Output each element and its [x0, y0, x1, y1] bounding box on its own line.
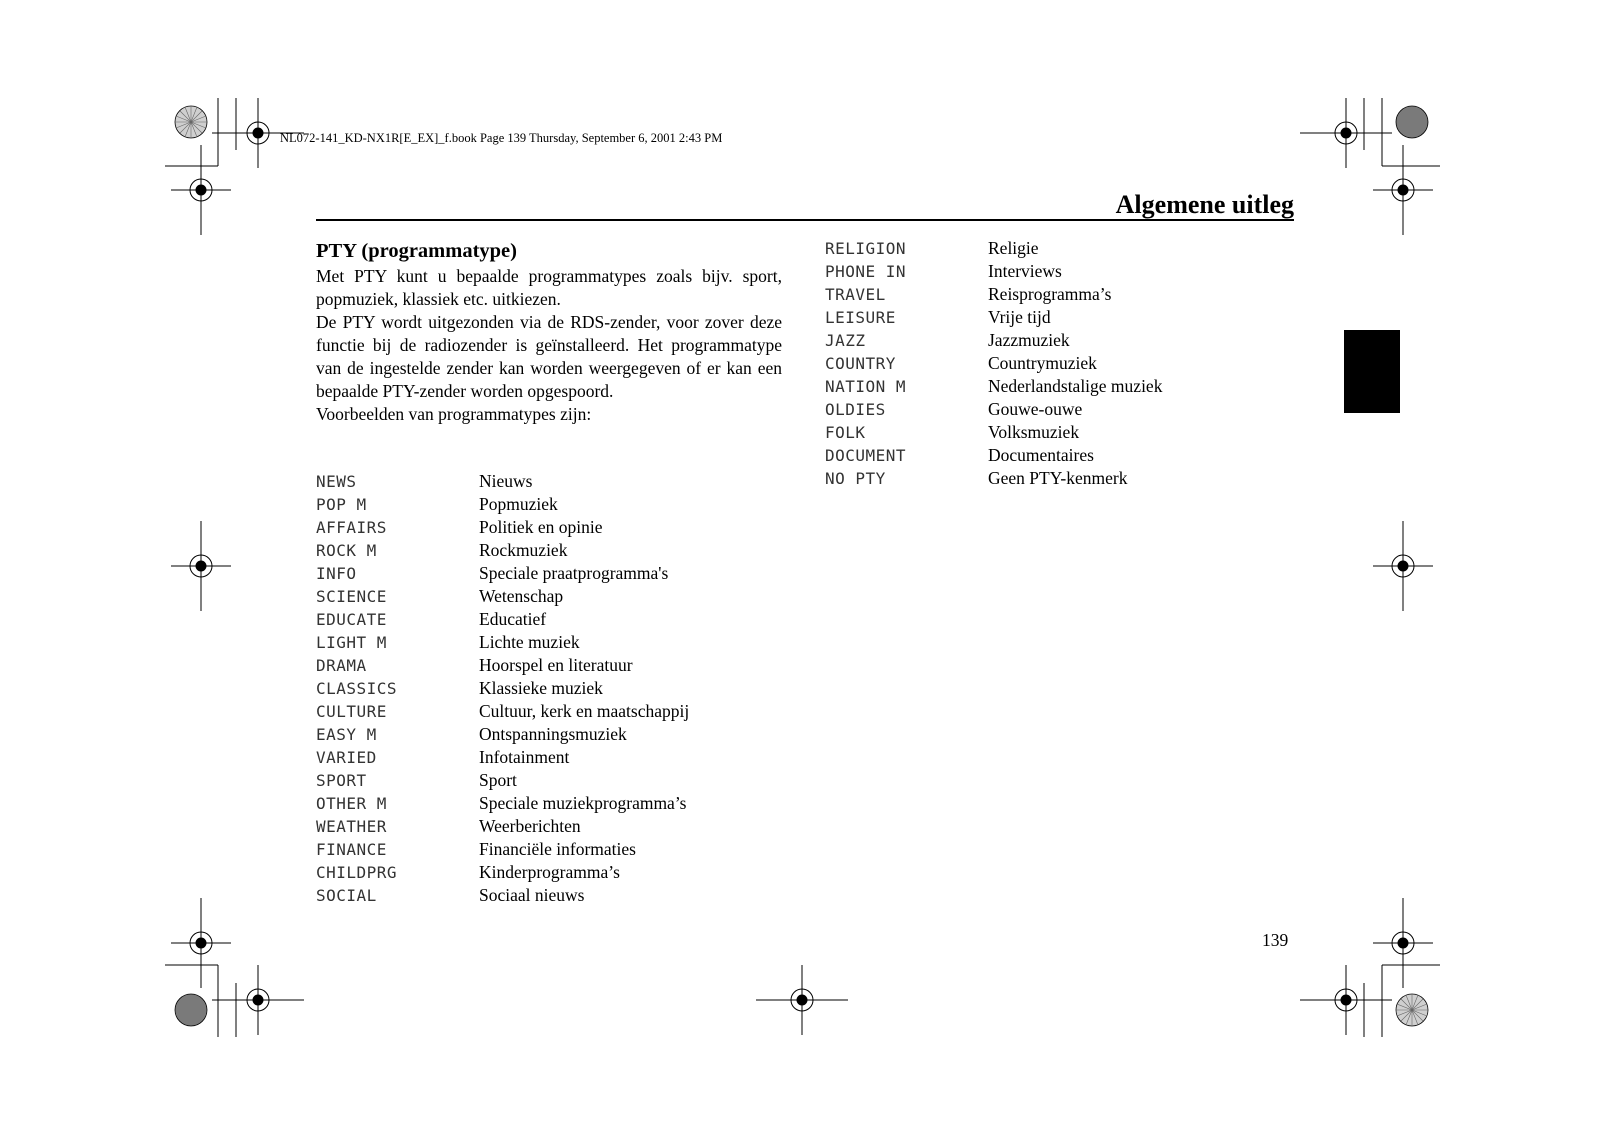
pty-description: Speciale praatprogramma's — [479, 563, 669, 583]
pty-code: LEISURE — [825, 308, 896, 327]
pty-row — [316, 700, 689, 723]
pty-description: Countrymuziek — [988, 353, 1097, 373]
pty-description: Hoorspel en literatuur — [479, 655, 633, 675]
pty-code: JAZZ — [825, 331, 866, 350]
intro-paragraph-3: Voorbeelden van programmatypes zijn: — [316, 404, 592, 424]
pty-code: FOLK — [825, 423, 866, 442]
pty-row — [825, 375, 1162, 398]
pty-description: Jazzmuziek — [988, 330, 1070, 350]
pty-code: WEATHER — [316, 817, 387, 836]
pty-code: CHILDPRG — [316, 863, 398, 882]
pty-description: Speciale muziekprogramma’s — [479, 793, 687, 813]
pty-code: FINANCE — [316, 840, 387, 859]
pty-row — [316, 631, 689, 654]
pty-description: Nieuws — [479, 471, 533, 491]
pty-row — [825, 352, 1162, 375]
pty-description: Ontspanningsmuziek — [479, 724, 627, 744]
pty-row — [316, 585, 689, 608]
pty-row — [316, 493, 689, 516]
pty-row — [316, 861, 689, 884]
pty-description: Weerberichten — [479, 816, 581, 836]
pty-code: TRAVEL — [825, 285, 886, 304]
pty-description: Volksmuziek — [988, 422, 1080, 442]
pty-code: DOCUMENT — [825, 446, 907, 465]
pty-description: Sport — [479, 770, 517, 790]
pty-row — [825, 260, 1162, 283]
pty-code: SPORT — [316, 771, 367, 790]
pty-description: Financiële informaties — [479, 839, 636, 859]
pty-code: SOCIAL — [316, 886, 377, 905]
pty-row — [825, 237, 1162, 260]
pty-row — [316, 470, 689, 493]
section-title: Algemene uitleg — [1115, 190, 1294, 219]
pty-code: VARIED — [316, 748, 377, 767]
pty-description: Cultuur, kerk en maatschappij — [479, 701, 690, 721]
pty-row — [825, 398, 1162, 421]
pty-row — [825, 306, 1162, 329]
pty-description: Rockmuziek — [479, 540, 568, 560]
pty-description: Reisprogramma’s — [988, 284, 1112, 304]
pty-code: NATION M — [825, 377, 907, 396]
pty-row — [316, 539, 689, 562]
pty-row — [825, 329, 1162, 352]
pty-row — [316, 815, 689, 838]
header-rule — [316, 219, 1294, 221]
pty-row — [825, 467, 1162, 490]
pty-row — [316, 677, 689, 700]
pty-description: Politiek en opinie — [479, 517, 603, 537]
pty-row — [316, 562, 689, 585]
pty-code: NO PTY — [825, 469, 886, 488]
pty-code: INFO — [316, 564, 357, 583]
pty-description: Geen PTY-kenmerk — [988, 468, 1128, 488]
intro-paragraph-1: Met PTY kunt u bepaalde programmatypes zoals bijv. sport, popmuziek, klassiek etc. uitkiezen. — [316, 266, 782, 309]
pty-description: Documentaires — [988, 445, 1094, 465]
pty-row — [316, 838, 689, 861]
pty-description: Klassieke muziek — [479, 678, 603, 698]
pty-row — [316, 746, 689, 769]
pty-code: COUNTRY — [825, 354, 896, 373]
pty-description: Sociaal nieuws — [479, 885, 585, 905]
pty-code: EDUCATE — [316, 610, 387, 629]
pty-description: Kinderprogramma’s — [479, 862, 620, 882]
pty-description: Infotainment — [479, 747, 570, 767]
pty-code: AFFAIRS — [316, 518, 387, 537]
pty-row — [316, 884, 689, 907]
pty-code: EASY M — [316, 725, 377, 744]
pty-code: LIGHT M — [316, 633, 387, 652]
pty-row — [316, 608, 689, 631]
pty-description: Educatief — [479, 609, 547, 629]
pty-description: Lichte muziek — [479, 632, 580, 652]
page-heading: PTY (programmatype) — [316, 240, 517, 262]
pty-description: Religie — [988, 238, 1039, 258]
pty-list-right — [825, 237, 1162, 490]
pty-row — [316, 654, 689, 677]
pty-code: ROCK M — [316, 541, 377, 560]
pty-description: Gouwe-ouwe — [988, 399, 1083, 419]
pty-row — [825, 444, 1162, 467]
page-number: 139 — [1262, 930, 1289, 950]
intro-column — [316, 237, 782, 426]
pty-code: CLASSICS — [316, 679, 398, 698]
pty-code: SCIENCE — [316, 587, 387, 606]
pty-description: Popmuziek — [479, 494, 558, 514]
pty-code: PHONE IN — [825, 262, 907, 281]
pty-code: OLDIES — [825, 400, 886, 419]
pty-row — [825, 421, 1162, 444]
pty-description: Interviews — [988, 261, 1062, 281]
pty-row — [825, 283, 1162, 306]
pty-list-left — [316, 470, 689, 907]
pty-code: CULTURE — [316, 702, 387, 721]
pty-description: Nederlandstalige muziek — [988, 376, 1163, 396]
pty-description: Vrije tijd — [988, 307, 1051, 327]
pty-code: NEWS — [316, 472, 357, 491]
pty-code: RELIGION — [825, 239, 907, 258]
file-info-header: NL072-141_KD-NX1R[E_EX]_f.book Page 139 Thursday, September 6, 2001 2:43 PM — [280, 131, 723, 145]
pty-code: POP M — [316, 495, 367, 514]
pty-row — [316, 723, 689, 746]
pty-code: OTHER M — [316, 794, 387, 813]
intro-paragraph-2: De PTY wordt uitgezonden via de RDS-zender, voor zover deze functie bij de radiozender is geïnstalleerd. Het programmatype van de ingestelde zender kan worden weergegeven of er kan een bepaalde PTY-zender worden opgespoord. — [316, 312, 782, 401]
pty-description: Wetenschap — [479, 586, 564, 606]
pty-row — [316, 516, 689, 539]
pty-row — [316, 792, 689, 815]
pty-code: DRAMA — [316, 656, 367, 675]
thumb-index-tab — [1344, 330, 1400, 413]
pty-row — [316, 769, 689, 792]
